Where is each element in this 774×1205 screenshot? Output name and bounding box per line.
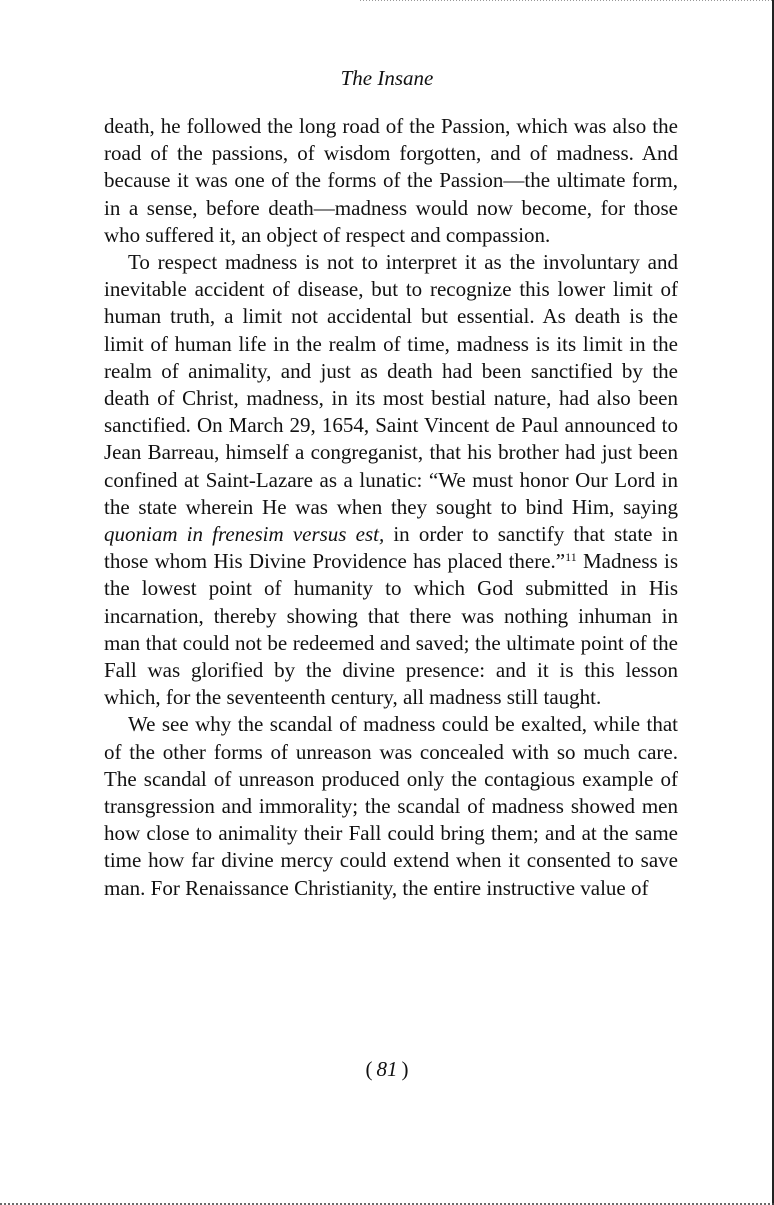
page-number-close-paren: ) (401, 1057, 409, 1081)
scan-edge-top (360, 0, 774, 1)
italic-latin-quote: quoniam in frenesim versus est, (104, 522, 385, 547)
body-text (104, 113, 678, 902)
page-number-value: 81 (376, 1057, 398, 1081)
text-run: To respect madness is not to interpret it as the involuntary and inevitable accident of disease, but to recognize this lower limit of human truth, a limit not accidental but essential. As death is the limit of human life in the realm of time, madness is its limit in the realm of animality, and just as death had been sanctified by the death of Christ, madness, in its most bestial nature, had also been sanctified. On March 29, 1654, Saint Vincent de Paul announced to Jean Barreau, himself a congreganist, that his brother had just been confined at Saint-Lazare as a lunatic: “We must honor Our Lord in the state wherein He was when they sought to bind Him, saying (104, 250, 678, 519)
text-run: Madness is the lowest point of humanity to which God submitted in His incarnation, thereby showing that there was nothing inhuman in man that could not be redeemed and saved; the ultimate point of the Fall was glorified by the divine presence: and it is this lesson which, for the seventeenth century, all madness still taught. (104, 549, 678, 710)
page-number (0, 1056, 774, 1082)
text-run: death, he followed the long road of the Passion, which was also the road of the passions, of wisdom forgotten, and of madness. And because it was one of the forms of the Passion—the ultimate form, in a sense, before death—madness would now become, for those who suffered it, an object of respect and compassion. (104, 114, 678, 247)
page-number-open-paren: ( (365, 1057, 373, 1081)
running-head: The Insane (340, 66, 434, 90)
paragraph (104, 711, 678, 901)
paragraph (104, 249, 678, 711)
text-run: in order to sanctify that state in those whom His Divine Providence has placed there.” (104, 522, 678, 574)
text-run: We see why the scandal of madness could be exalted, while that of the other forms of unreason was concealed with so much care. The scandal of unreason produced only the contagious example of transgression and immorality; the scandal of madness showed men how close to animality their Fall could bring them; and at the same time how far divine mercy could extend when it consented to save man. For Renaissance Christianity, the entire instructive value of (104, 712, 678, 900)
footnote-marker: 11 (565, 550, 577, 565)
paragraph (104, 113, 678, 249)
